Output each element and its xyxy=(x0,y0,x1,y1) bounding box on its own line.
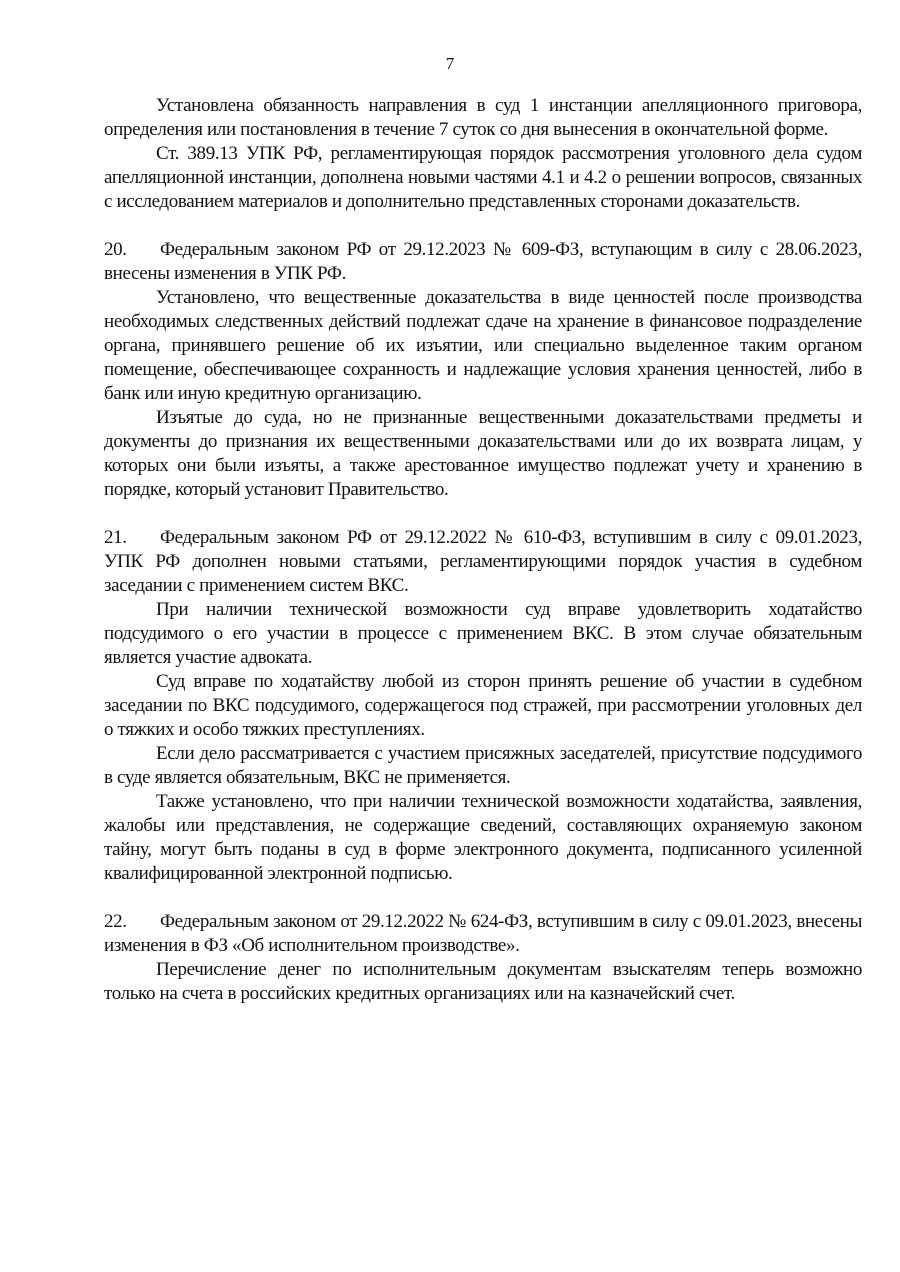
item-heading xyxy=(104,910,862,958)
item-heading-text: Федеральным законом РФ от 29.12.2023 № 609-ФЗ, вступающим в силу с 28.06.2023, внесены изменения в УПК РФ. xyxy=(104,239,862,284)
paragraph: Если дело рассматривается с участием присяжных заседателей, присутствие подсудимого в суде является обязательным, ВКС не применяется. xyxy=(104,743,862,788)
page-number: 7 xyxy=(445,54,455,73)
paragraph: Перечисление денег по исполнительным документам взыскателям теперь возможно только на счета в российских кредитных организациях или на казначейский счет. xyxy=(104,959,862,1004)
section-item-21 xyxy=(104,526,862,886)
document-body xyxy=(104,94,862,1006)
paragraph: Ст. 389.13 УПК РФ, регламентирующая порядок рассмотрения уголовного дела судом апелляционной инстанции, дополнена новыми частями 4.1 и 4.2 о решении вопросов, связанных с исследованием материалов и дополнительно представленных сторонами доказательств. xyxy=(104,143,862,212)
paragraph: При наличии технической возможности суд вправе удовлетворить ходатайство подсудимого о его участии в процессе с применением ВКС. В этом случае обязательным является участие адвоката. xyxy=(104,599,862,668)
section-continuation xyxy=(104,94,862,214)
item-number: 22. xyxy=(104,911,127,932)
paragraph: Изъятые до суда, но не признанные вещественными доказательствами предметы и документы до признания их вещественными доказательствами или до их возврата лицам, у которых они были изъяты, а также арестованное имущество подлежат учету и хранению в порядке, который установит Правительство. xyxy=(104,407,862,500)
section-item-22 xyxy=(104,910,862,1006)
item-heading xyxy=(104,238,862,286)
item-number: 21. xyxy=(104,527,127,548)
paragraph: Установлено, что вещественные доказательства в виде ценностей после производства необходимых следственных действий подлежат сдаче на хранение в финансовое подразделение органа, принявшего решение об их изъятии, или специально выделенное таким органом помещение, обеспечивающее сохранность и надлежащие условия хранения ценностей, либо в банк или иную кредитную организацию. xyxy=(104,287,862,404)
item-number: 20. xyxy=(104,239,127,260)
item-heading xyxy=(104,526,862,598)
item-heading-text: Федеральным законом от 29.12.2022 № 624-ФЗ, вступившим в силу с 09.01.2023, внесены изменения в ФЗ «Об исполнительном производстве». xyxy=(104,911,862,956)
section-spacer xyxy=(104,886,862,910)
paragraph: Установлена обязанность направления в суд 1 инстанции апелляционного приговора, определения или постановления в течение 7 суток со дня вынесения в окончательной форме. xyxy=(104,95,862,140)
item-heading-text: Федеральным законом РФ от 29.12.2022 № 610-ФЗ, вступившим в силу с 09.01.2023, УПК РФ дополнен новыми статьями, регламентирующими порядок участия в судебном заседании с применением систем ВКС. xyxy=(104,527,862,596)
paragraph: Суд вправе по ходатайству любой из сторон принять решение об участии в судебном заседании по ВКС подсудимого, содержащегося под стражей, при рассмотрении уголовных дел о тяжких и особо тяжких преступлениях. xyxy=(104,671,862,740)
section-item-20 xyxy=(104,238,862,502)
section-spacer xyxy=(104,502,862,526)
paragraph: Также установлено, что при наличии технической возможности ходатайства, заявления, жалобы или представления, не содержащие сведений, составляющих охраняемую законом тайну, могут быть поданы в суд в форме электронного документа, подписанного усиленной квалифицированной электронной подписью. xyxy=(104,791,862,884)
section-spacer xyxy=(104,214,862,238)
